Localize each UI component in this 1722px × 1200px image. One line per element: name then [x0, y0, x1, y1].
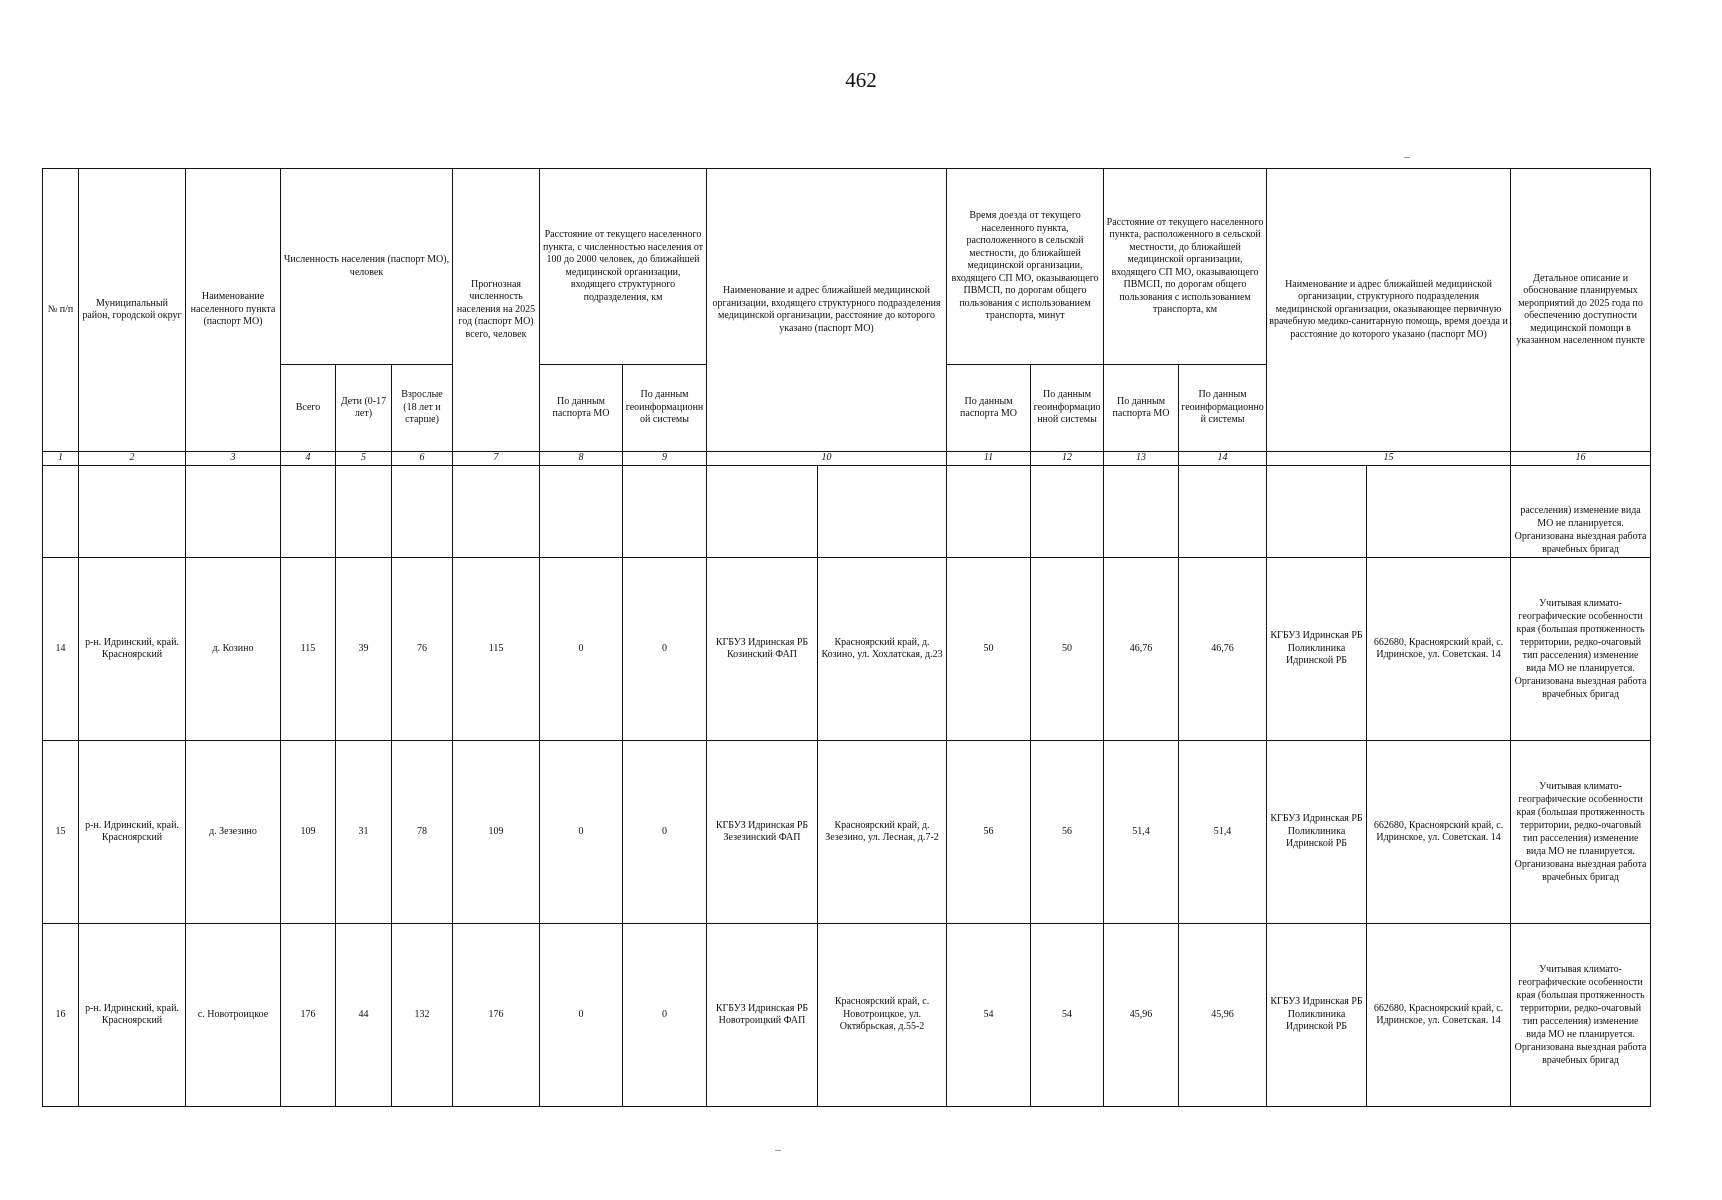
col-header-nearest-org: Наименование и адрес ближайшей медицинской организации, входящего структурного подразделения медицинской организации, расстояние до которого указано (паспорт МО): [707, 169, 947, 452]
pvmsp-name-cell: КГБУЗ Идринская РБ Поликлиника Идринской РБ: [1267, 558, 1367, 741]
table-row: [43, 924, 1651, 1107]
column-number-row: [43, 452, 1651, 466]
org-address-cell: Красноярский край, с. Новотроицкое, ул. Октябрьская, д.55-2: [818, 924, 947, 1107]
settlement-cell: д. Зезезино: [186, 741, 281, 924]
col-header-travel-distance: Расстояние от текущего населенного пункта, расположенного в сельской местности, до ближайшей медицинской организации, входящего СП МО, оказывающего ПВМСП, по дорогам общего пользования с использованием транспорта, км: [1104, 169, 1267, 365]
km-gis-cell: 45,96: [1179, 924, 1267, 1107]
column-number: 13: [1104, 452, 1179, 466]
column-number: 3: [186, 452, 281, 466]
org-name-cell: КГБУЗ Идринская РБ Козинский ФАП: [707, 558, 818, 741]
col-header-distance-fap: Расстояние от текущего населенного пункта, с численностью населения от 100 до 2000 человек, до ближайшей медицинской организации, входящего структурного подразделения, км: [540, 169, 707, 365]
distance-passport-cell: 0: [540, 741, 623, 924]
col-header-total: Всего: [281, 365, 336, 452]
justification-cell: Учитывая климато-географические особенности края (большая протяженность территории, редко-очаговый тип расселения) изменение вида МО не планируется. Организована выездная работа врачебных бригад: [1511, 741, 1651, 924]
scan-speck: [1404, 157, 1410, 158]
population-adults-cell: 78: [392, 741, 453, 924]
distance-gis-cell: 0: [623, 558, 707, 741]
settlement-cell: с. Новотроицкое: [186, 924, 281, 1107]
distance-passport-cell: 0: [540, 558, 623, 741]
pvmsp-name-cell: КГБУЗ Идринская РБ Поликлиника Идринской РБ: [1267, 741, 1367, 924]
forecast-cell: 176: [453, 924, 540, 1107]
scan-speck: [775, 1150, 781, 1151]
column-number: 16: [1511, 452, 1651, 466]
col-header-forecast: Прогнозная численность населения на 2025 год (паспорт МО) всего, человек: [453, 169, 540, 452]
col-header-pvmsp-org: Наименование и адрес ближайшей медицинской организации, структурного подразделения медицинской организации, оказывающее первичную врачебную медико-санитарную помощь, время доезда и расстояние до которого указано (паспорт МО): [1267, 169, 1511, 452]
continued-justification: расселения) изменение вида МО не планируется. Организована выездная работа врачебных бригад: [1511, 466, 1651, 558]
time-passport-cell: 56: [947, 741, 1031, 924]
population-children-cell: 39: [336, 558, 392, 741]
page-number: 462: [845, 68, 877, 92]
column-number: 10: [707, 452, 947, 466]
distance-passport-cell: 0: [540, 924, 623, 1107]
district-cell: р-н. Идринский, край. Красноярский: [79, 924, 186, 1107]
org-address-cell: Красноярский край, д. Зезезино, ул. Лесная, д.7-2: [818, 741, 947, 924]
justification-cell: Учитывая климато-географические особенности края (большая протяженность территории, редко-очаговый тип расселения) изменение вида МО не планируется. Организована выездная работа врачебных бригад: [1511, 558, 1651, 741]
col-header-dist-gis: По данным геоинформационной системы: [623, 365, 707, 452]
row-number: 14: [43, 558, 79, 741]
column-number: 1: [43, 452, 79, 466]
km-gis-cell: 46,76: [1179, 558, 1267, 741]
column-number: 14: [1179, 452, 1267, 466]
column-number: 6: [392, 452, 453, 466]
pvmsp-address-cell: 662680, Красноярский край, с. Идринское, ул. Советская. 14: [1367, 924, 1511, 1107]
col-header-km-gis: По данным геоинформационной системы: [1179, 365, 1267, 452]
col-header-time-passport: По данным паспорта МО: [947, 365, 1031, 452]
distance-gis-cell: 0: [623, 924, 707, 1107]
column-number: 15: [1267, 452, 1511, 466]
col-header-justification: Детальное описание и обоснование планируемых мероприятий до 2025 года по обеспечению доступности медицинской помощи в указанном населенном пункте: [1511, 169, 1651, 452]
col-header-number: № п/п: [43, 169, 79, 452]
col-header-km-passport: По данным паспорта МО: [1104, 365, 1179, 452]
col-header-adults: Взрослые (18 лет и старше): [392, 365, 453, 452]
table-row: [43, 558, 1651, 741]
org-address-cell: Красноярский край, д. Козино, ул. Хохлатская, д.23: [818, 558, 947, 741]
population-total-cell: 176: [281, 924, 336, 1107]
km-passport-cell: 51,4: [1104, 741, 1179, 924]
column-number: 7: [453, 452, 540, 466]
population-total-cell: 115: [281, 558, 336, 741]
continued-row: [43, 466, 1651, 558]
org-name-cell: КГБУЗ Идринская РБ Новотроицкий ФАП: [707, 924, 818, 1107]
district-cell: р-н. Идринский, край. Красноярский: [79, 558, 186, 741]
forecast-cell: 109: [453, 741, 540, 924]
column-number: 9: [623, 452, 707, 466]
column-number: 8: [540, 452, 623, 466]
population-children-cell: 44: [336, 924, 392, 1107]
km-gis-cell: 51,4: [1179, 741, 1267, 924]
population-children-cell: 31: [336, 741, 392, 924]
column-number: 4: [281, 452, 336, 466]
time-gis-cell: 50: [1031, 558, 1104, 741]
district-cell: р-н. Идринский, край. Красноярский: [79, 741, 186, 924]
accessibility-table: [42, 168, 1651, 1107]
km-passport-cell: 45,96: [1104, 924, 1179, 1107]
population-total-cell: 109: [281, 741, 336, 924]
col-header-dist-passport: По данным паспорта МО: [540, 365, 623, 452]
settlement-cell: д. Козино: [186, 558, 281, 741]
col-header-time-gis: По данным геоинформационной системы: [1031, 365, 1104, 452]
time-passport-cell: 54: [947, 924, 1031, 1107]
table-row: [43, 741, 1651, 924]
population-adults-cell: 76: [392, 558, 453, 741]
forecast-cell: 115: [453, 558, 540, 741]
row-number: 15: [43, 741, 79, 924]
col-header-children: Дети (0-17 лет): [336, 365, 392, 452]
pvmsp-address-cell: 662680, Красноярский край, с. Идринское, ул. Советская. 14: [1367, 558, 1511, 741]
header-row-top: [43, 169, 1651, 365]
population-adults-cell: 132: [392, 924, 453, 1107]
row-number: 16: [43, 924, 79, 1107]
col-header-population: Численность населения (паспорт МО), человек: [281, 169, 453, 365]
pvmsp-address-cell: 662680, Красноярский край, с. Идринское, ул. Советская. 14: [1367, 741, 1511, 924]
org-name-cell: КГБУЗ Идринская РБ Зезезинский ФАП: [707, 741, 818, 924]
col-header-settlement: Наименование населенного пункта (паспорт МО): [186, 169, 281, 452]
distance-gis-cell: 0: [623, 741, 707, 924]
time-gis-cell: 54: [1031, 924, 1104, 1107]
time-gis-cell: 56: [1031, 741, 1104, 924]
col-header-district: Муниципальный район, городской округ: [79, 169, 186, 452]
column-number: 2: [79, 452, 186, 466]
column-number: 11: [947, 452, 1031, 466]
time-passport-cell: 50: [947, 558, 1031, 741]
column-number: 5: [336, 452, 392, 466]
column-number: 12: [1031, 452, 1104, 466]
justification-cell: Учитывая климато-географические особенности края (большая протяженность территории, редко-очаговый тип расселения) изменение вида МО не планируется. Организована выездная работа врачебных бригад: [1511, 924, 1651, 1107]
km-passport-cell: 46,76: [1104, 558, 1179, 741]
col-header-travel-time: Время доезда от текущего населенного пункта, расположенного в сельской местности, до ближайшей медицинской организации, входящего СП МО, оказывающего ПВМСП, по дорогам общего пользования с использованием транспорта, минут: [947, 169, 1104, 365]
pvmsp-name-cell: КГБУЗ Идринская РБ Поликлиника Идринской РБ: [1267, 924, 1367, 1107]
